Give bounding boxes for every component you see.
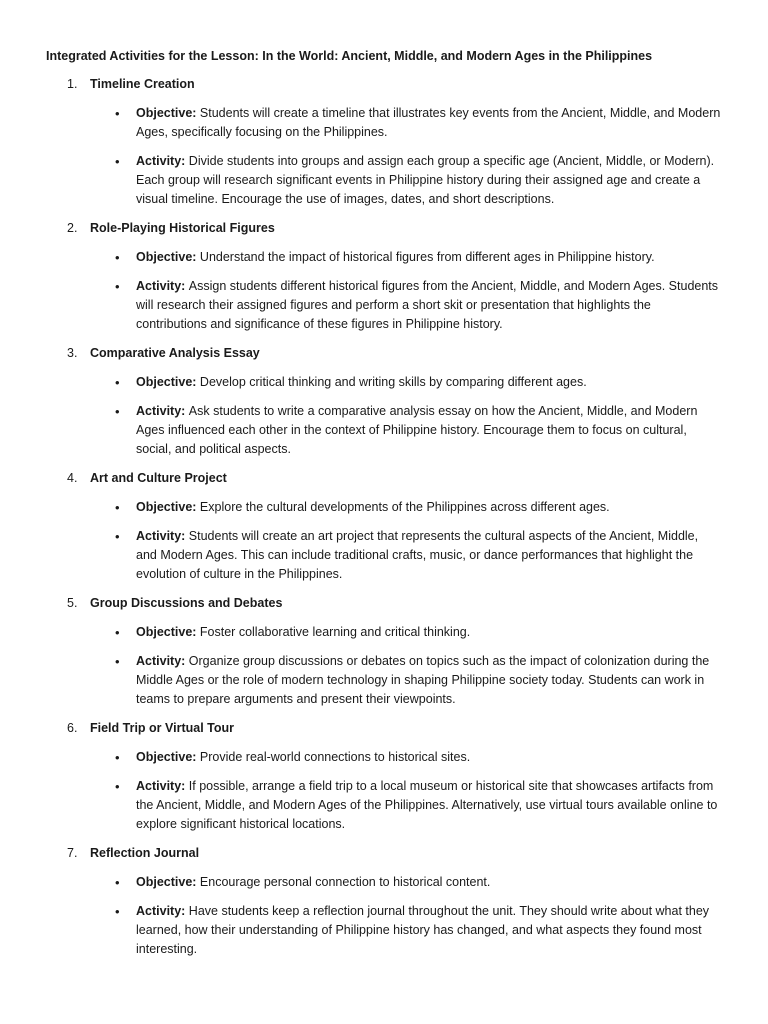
activity-label: Activity: [136, 779, 189, 793]
section-number: 7. [67, 846, 78, 860]
objective-text: Develop critical thinking and writing skills by comparing different ages. [199, 375, 587, 389]
bullet-icon: • [115, 500, 120, 515]
activity-label: Activity: [136, 654, 189, 668]
section-heading [0, 344, 768, 363]
activity-section [0, 75, 768, 209]
objective-item [0, 748, 768, 767]
activity-label: Activity: [136, 529, 189, 543]
document-title: Integrated Activities for the Lesson: In the World: Ancient, Middle, and Modern Ages in the Philippines [46, 49, 653, 63]
activity-section [0, 219, 768, 334]
objective-text: Understand the impact of historical figures from different ages in Philippine history. [199, 250, 655, 264]
activity-label: Activity: [136, 404, 189, 418]
bullet-icon: • [115, 625, 120, 640]
objective-item [0, 873, 768, 892]
activity-section [0, 344, 768, 459]
activity-item [0, 277, 768, 334]
activity-item [0, 527, 768, 584]
activity-label: Activity: [136, 904, 189, 918]
objective-text: Explore the cultural developments of the Philippines across different ages. [199, 500, 610, 514]
activity-section [0, 844, 768, 959]
activity-label: Activity: [136, 154, 189, 168]
section-title: Reflection Journal [90, 846, 200, 860]
activity-text: Organize group discussions or debates on topics such as the impact of colonization during the Middle Ages or the role of modern technology in shaping Philippine society today. Students can work in teams to prepare arguments and present their viewpoints. [136, 654, 710, 706]
activity-item [0, 777, 768, 834]
bullet-icon: • [115, 404, 120, 419]
section-title: Comparative Analysis Essay [90, 346, 260, 360]
section-heading [0, 219, 768, 238]
activity-text: Students will create an art project that represents the cultural aspects of the Ancient, Middle, and Modern Ages. This can include traditional crafts, music, or dance performances that highlight the evolution of culture in the Philippines. [136, 529, 699, 581]
activity-item [0, 152, 768, 209]
activity-list [0, 75, 768, 969]
bullet-icon: • [115, 875, 120, 890]
activity-section [0, 469, 768, 584]
section-heading [0, 469, 768, 488]
objective-label: Objective: [136, 750, 200, 764]
objective-text: Encourage personal connection to historical content. [199, 875, 491, 889]
objective-text: Provide real-world connections to historical sites. [199, 750, 471, 764]
activity-section [0, 594, 768, 709]
bullet-icon: • [115, 279, 120, 294]
objective-label: Objective: [136, 375, 200, 389]
objective-text: Students will create a timeline that illustrates key events from the Ancient, Middle, and Modern Ages, specifically focusing on the Philippines. [136, 106, 721, 139]
activity-text: Ask students to write a comparative analysis essay on how the Ancient, Middle, and Modern Ages influenced each other in the context of Philippine history. Encourage them to focus on cultural, social, and political aspects. [136, 404, 698, 456]
objective-item [0, 373, 768, 392]
objective-text: Foster collaborative learning and critical thinking. [199, 625, 471, 639]
bullet-icon: • [115, 250, 120, 265]
activity-text: Divide students into groups and assign each group a specific age (Ancient, Middle, or Modern). Each group will research significant events in Philippine history during their assigned age and create a visual timeline. Encourage the use of images, dates, and short descriptions. [136, 154, 715, 206]
section-number: 3. [67, 346, 78, 360]
activity-label: Activity: [136, 279, 189, 293]
objective-label: Objective: [136, 625, 200, 639]
objective-item [0, 623, 768, 642]
section-title: Role-Playing Historical Figures [90, 221, 275, 235]
activity-item [0, 652, 768, 709]
objective-item [0, 498, 768, 517]
bullet-icon: • [115, 529, 120, 544]
bullet-icon: • [115, 904, 120, 919]
section-heading [0, 75, 768, 94]
objective-label: Objective: [136, 875, 200, 889]
activity-item [0, 902, 768, 959]
section-heading [0, 719, 768, 738]
section-title: Group Discussions and Debates [90, 596, 283, 610]
section-number: 4. [67, 471, 78, 485]
objective-label: Objective: [136, 250, 200, 264]
section-number: 6. [67, 721, 78, 735]
bullet-icon: • [115, 779, 120, 794]
bullet-icon: • [115, 106, 120, 121]
section-title: Art and Culture Project [90, 471, 227, 485]
bullet-icon: • [115, 154, 120, 169]
section-number: 1. [67, 77, 78, 91]
activity-item [0, 402, 768, 459]
section-number: 2. [67, 221, 78, 235]
activity-text: Have students keep a reflection journal throughout the unit. They should write about what they learned, how their understanding of Philippine history has changed, and what aspects they found most interesting. [136, 904, 710, 956]
section-number: 5. [67, 596, 78, 610]
section-heading [0, 594, 768, 613]
section-heading [0, 844, 768, 863]
section-title: Field Trip or Virtual Tour [90, 721, 234, 735]
activity-text: Assign students different historical figures from the Ancient, Middle, and Modern Ages. Students will research their assigned figures and perform a short skit or presentation that highlights the contributions and significance of these figures in Philippine history. [136, 279, 719, 331]
bullet-icon: • [115, 375, 120, 390]
objective-label: Objective: [136, 500, 200, 514]
objective-label: Objective: [136, 106, 200, 120]
bullet-icon: • [115, 750, 120, 765]
objective-item [0, 248, 768, 267]
activity-section [0, 719, 768, 834]
objective-item [0, 104, 768, 142]
activity-text: If possible, arrange a field trip to a local museum or historical site that showcases artifacts from the Ancient, Middle, and Modern Ages of the Philippines. Alternatively, use virtual tours available online to explore significant historical locations. [136, 779, 718, 831]
bullet-icon: • [115, 654, 120, 669]
section-title: Timeline Creation [90, 77, 195, 91]
